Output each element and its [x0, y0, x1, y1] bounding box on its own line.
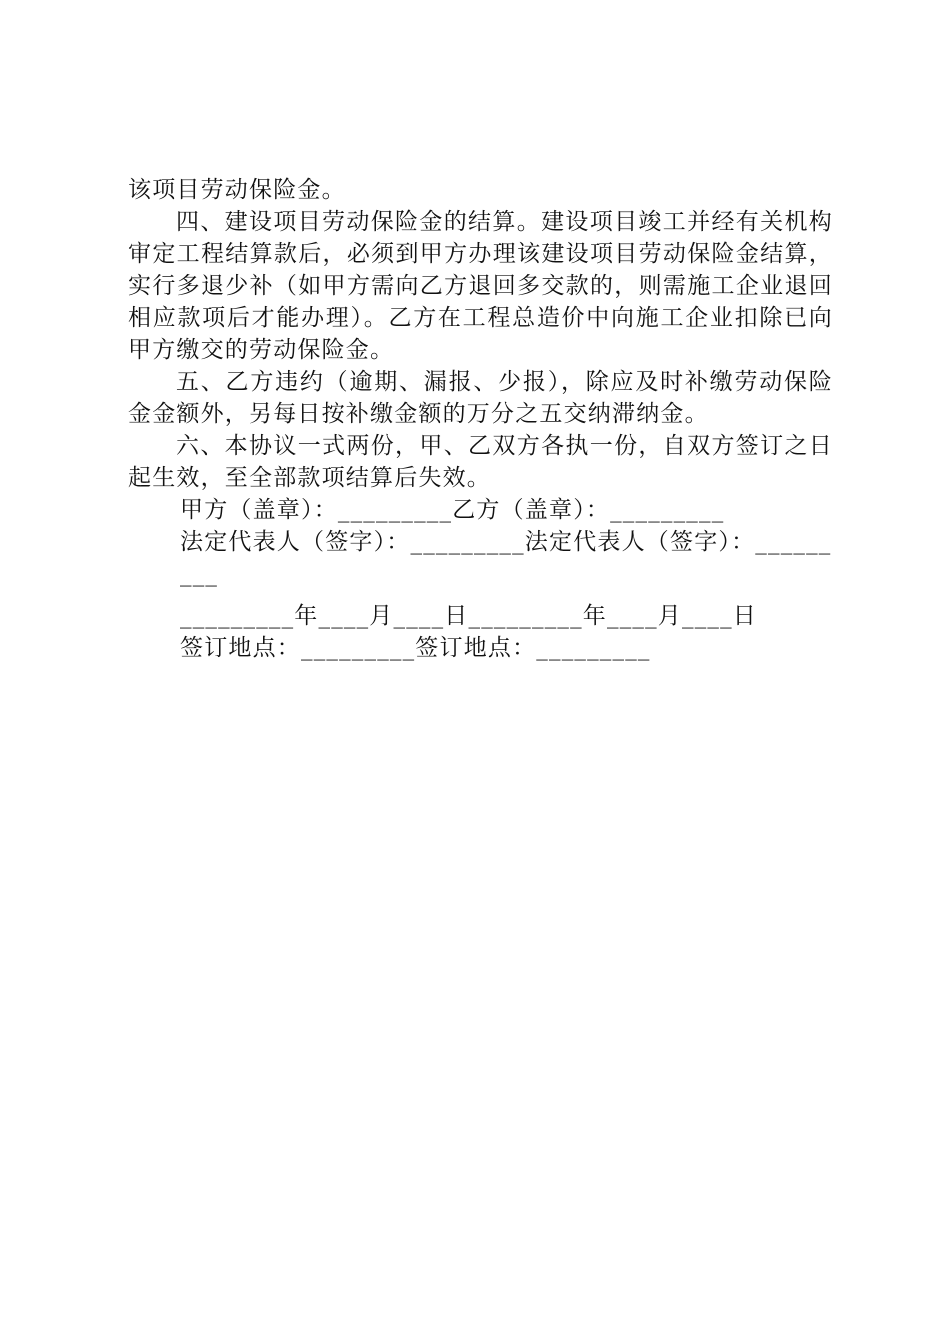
signing-place-line: 签订地点：_________签订地点：_________ [180, 635, 651, 661]
date-line: _________年____月____日_________年____月____日 [180, 603, 757, 629]
document-page [128, 174, 833, 664]
paragraph-clause-4: 四、建设项目劳动保险金的结算。建设项目竣工并经有关机构审定工程结算款后，必须到甲方办理该建设项目劳动保险金结算，实行多退少补（如甲方需向乙方退回多交款的，则需施工企业退回相应款项后才能办理）。乙方在工程总造价中向施工企业扣除已向甲方缴交的劳动保险金。 [128, 209, 833, 363]
representative-line: 法定代表人（签字）：_________法定代表人（签字）：_________ [180, 529, 832, 587]
paragraph-clause-6: 六、本协议一式两份，甲、乙双方各执一份，自双方签订之日起生效，至全部款项结算后失效。 [128, 433, 833, 491]
paragraph-clause-5: 五、乙方违约（逾期、漏报、少报），除应及时补缴劳动保险金金额外，另每日按补缴金额的万分之五交纳滞纳金。 [128, 369, 833, 427]
seal-line: 甲方（盖章）：_________乙方（盖章）：_________ [180, 497, 725, 523]
paragraph-continuation: 该项目劳动保险金。 [128, 177, 346, 203]
